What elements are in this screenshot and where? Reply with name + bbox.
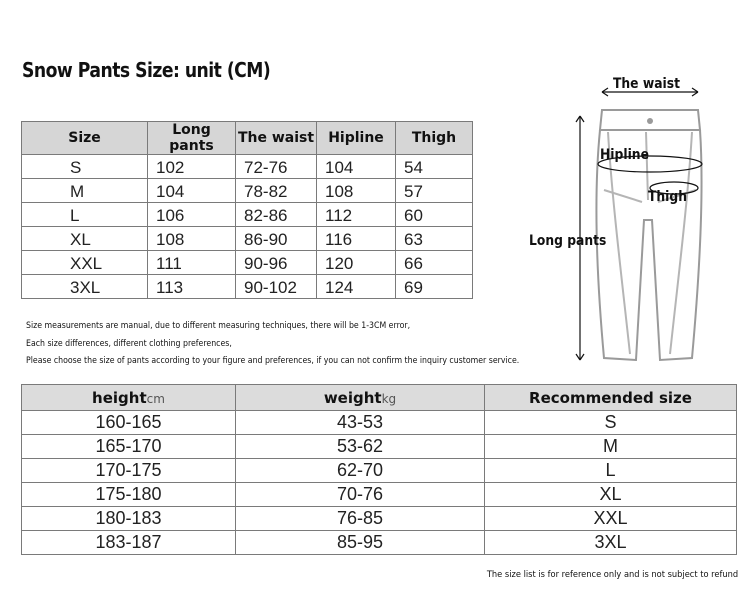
rec-cell: 3XL: [485, 531, 737, 555]
size-cell: XL: [22, 227, 148, 251]
footer-disclaimer: The size list is for reference only and is not subject to refund: [486, 570, 738, 580]
thigh-label: Thigh: [648, 189, 687, 205]
size-cell: 54: [396, 155, 473, 179]
size-cell: 112: [317, 203, 396, 227]
rec-cell: XXL: [485, 507, 737, 531]
hipline-label: Hipline: [600, 147, 649, 163]
size-cell: 104: [317, 155, 396, 179]
rec-cell: 160-165: [22, 411, 236, 435]
size-table: [21, 121, 473, 299]
pants-diagram: [524, 70, 724, 370]
size-cell: 108: [148, 227, 236, 251]
rec-cell: 165-170: [22, 435, 236, 459]
size-table-header: Thigh: [396, 122, 473, 155]
page-title: Snow Pants Size: unit (CM): [22, 58, 271, 82]
size-cell: 66: [396, 251, 473, 275]
header-label: height: [92, 388, 147, 407]
header-label: Recommended size: [529, 388, 692, 407]
size-cell: 113: [148, 275, 236, 299]
rec-row: [22, 435, 737, 459]
size-table-header: Hipline: [317, 122, 396, 155]
size-table-header-row: [22, 122, 473, 155]
size-cell: 57: [396, 179, 473, 203]
size-table-header: The waist: [236, 122, 317, 155]
rec-cell: 175-180: [22, 483, 236, 507]
rec-cell: XL: [485, 483, 737, 507]
rec-cell: 70-76: [236, 483, 485, 507]
note-line: Please choose the size of pants according to your figure and preferences, if you can not confirm the inquiry customer service.: [26, 356, 520, 366]
note-line: Each size differences, different clothing preferences,: [26, 338, 232, 349]
size-cell: 72-76: [236, 155, 317, 179]
size-cell: 111: [148, 251, 236, 275]
size-cell: 106: [148, 203, 236, 227]
size-table-header: Size: [22, 122, 148, 155]
size-notes: [26, 318, 519, 371]
size-cell: 82-86: [236, 203, 317, 227]
long-pants-label: Long pants: [529, 233, 607, 249]
size-cell: M: [22, 179, 148, 203]
size-cell: 104: [148, 179, 236, 203]
rec-cell: L: [485, 459, 737, 483]
size-row: [22, 275, 473, 299]
rec-row: [22, 411, 737, 435]
rec-table-header-size: [485, 385, 737, 411]
rec-table-header-weight: [236, 385, 485, 411]
header-unit: cm: [146, 391, 165, 406]
size-row: [22, 227, 473, 251]
rec-cell: 62-70: [236, 459, 485, 483]
size-cell: S: [22, 155, 148, 179]
size-cell: 69: [396, 275, 473, 299]
size-cell: 102: [148, 155, 236, 179]
rec-cell: M: [485, 435, 737, 459]
size-cell: 108: [317, 179, 396, 203]
size-cell: 3XL: [22, 275, 148, 299]
size-cell: 116: [317, 227, 396, 251]
size-row: [22, 203, 473, 227]
size-cell: 120: [317, 251, 396, 275]
rec-row: [22, 507, 737, 531]
size-cell: 86-90: [236, 227, 317, 251]
size-table-header: Long pants: [148, 122, 236, 155]
rec-cell: S: [485, 411, 737, 435]
rec-row: [22, 459, 737, 483]
recommendation-table: [21, 384, 737, 555]
size-cell: 90-96: [236, 251, 317, 275]
header-unit: kg: [381, 391, 397, 406]
size-row: [22, 179, 473, 203]
rec-cell: 76-85: [236, 507, 485, 531]
size-cell: 124: [317, 275, 396, 299]
size-cell: 78-82: [236, 179, 317, 203]
size-cell: 60: [396, 203, 473, 227]
rec-cell: 183-187: [22, 531, 236, 555]
rec-cell: 53-62: [236, 435, 485, 459]
size-row: [22, 251, 473, 275]
rec-table-header-row: [22, 385, 737, 411]
rec-cell: 180-183: [22, 507, 236, 531]
size-cell: L: [22, 203, 148, 227]
size-cell: 90-102: [236, 275, 317, 299]
header-label: weight: [323, 388, 382, 407]
size-cell: 63: [396, 227, 473, 251]
waist-label: The waist: [613, 76, 680, 92]
rec-table-header-height: [22, 385, 236, 411]
note-line: Size measurements are manual, due to different measuring techniques, there will be 1-3CM error,: [26, 321, 411, 331]
rec-cell: 85-95: [236, 531, 485, 555]
rec-cell: 170-175: [22, 459, 236, 483]
rec-row: [22, 531, 737, 555]
size-cell: XXL: [22, 251, 148, 275]
size-row: [22, 155, 473, 179]
rec-cell: 43-53: [236, 411, 485, 435]
rec-row: [22, 483, 737, 507]
